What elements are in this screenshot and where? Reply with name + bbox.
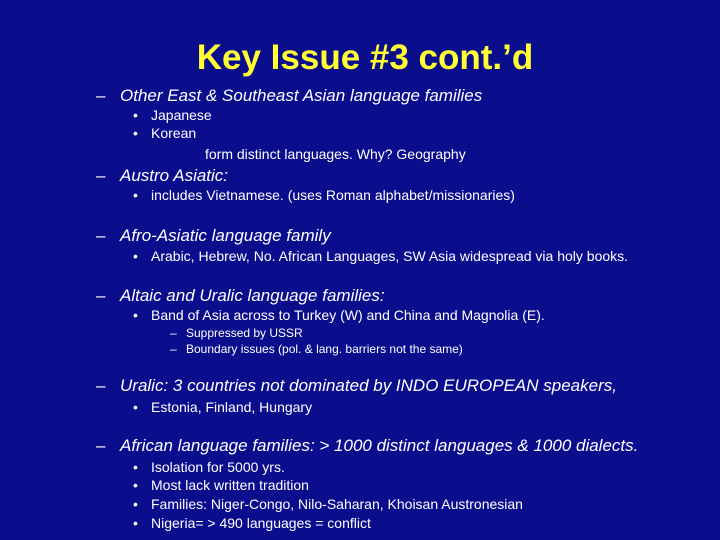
dash-marker: –: [96, 436, 106, 455]
bullet-marker: •: [133, 496, 138, 512]
dash-marker: –: [96, 166, 106, 185]
bullet-marker: •: [133, 399, 138, 415]
bullet-marker: •: [133, 187, 138, 203]
dash-marker: –: [170, 326, 177, 340]
slide-title: Key Issue #3 cont.’d: [196, 38, 534, 77]
bullet-marker: •: [133, 307, 138, 323]
bullet-marker: •: [133, 248, 138, 264]
bullet-marker: •: [133, 477, 138, 493]
bullet-marker: •: [133, 515, 138, 531]
bullet-marker: •: [133, 125, 138, 141]
bullet-marker: •: [133, 107, 138, 123]
dash-marker: –: [170, 342, 177, 356]
dash-marker: –: [96, 376, 106, 395]
dash-marker: –: [96, 86, 106, 105]
dash-marker: –: [96, 286, 106, 305]
bullet-marker: •: [133, 459, 138, 475]
dash-marker: –: [96, 226, 106, 245]
continuation-text: form distinct languages. Why? Geography: [205, 146, 466, 162]
slide: Key Issue #3 cont.’d – Other East & Southeast Asian language families • Japanese • Korean form distinct languages. Why? Geography – Austro Asiatic: • includes Vietnamese. (uses Roman alphabet/missionaries) – Afro-Asiatic language family • Arabic, Hebrew, No. African Languages, SW Asia widespread via holy books. – Altaic and Uralic language families: • Band of Asia across to Turkey (W) and China and Magnolia (E). – Suppressed by USSR – Boundary issues (pol. & lang. barriers not the same) – Uralic: 3 countries not dominated by INDO EUROPEAN speakers, • Estonia, Finland, Hungary – African language families: > 1000 distinct languages & 1000 dialects. • Isolation for 5000 yrs. • Most lack written tradition • Families: Niger-Congo, Nilo-Saharan, Khoisan Austronesian • Nigeria= > 490 languages = conflict: [0, 0, 720, 540]
